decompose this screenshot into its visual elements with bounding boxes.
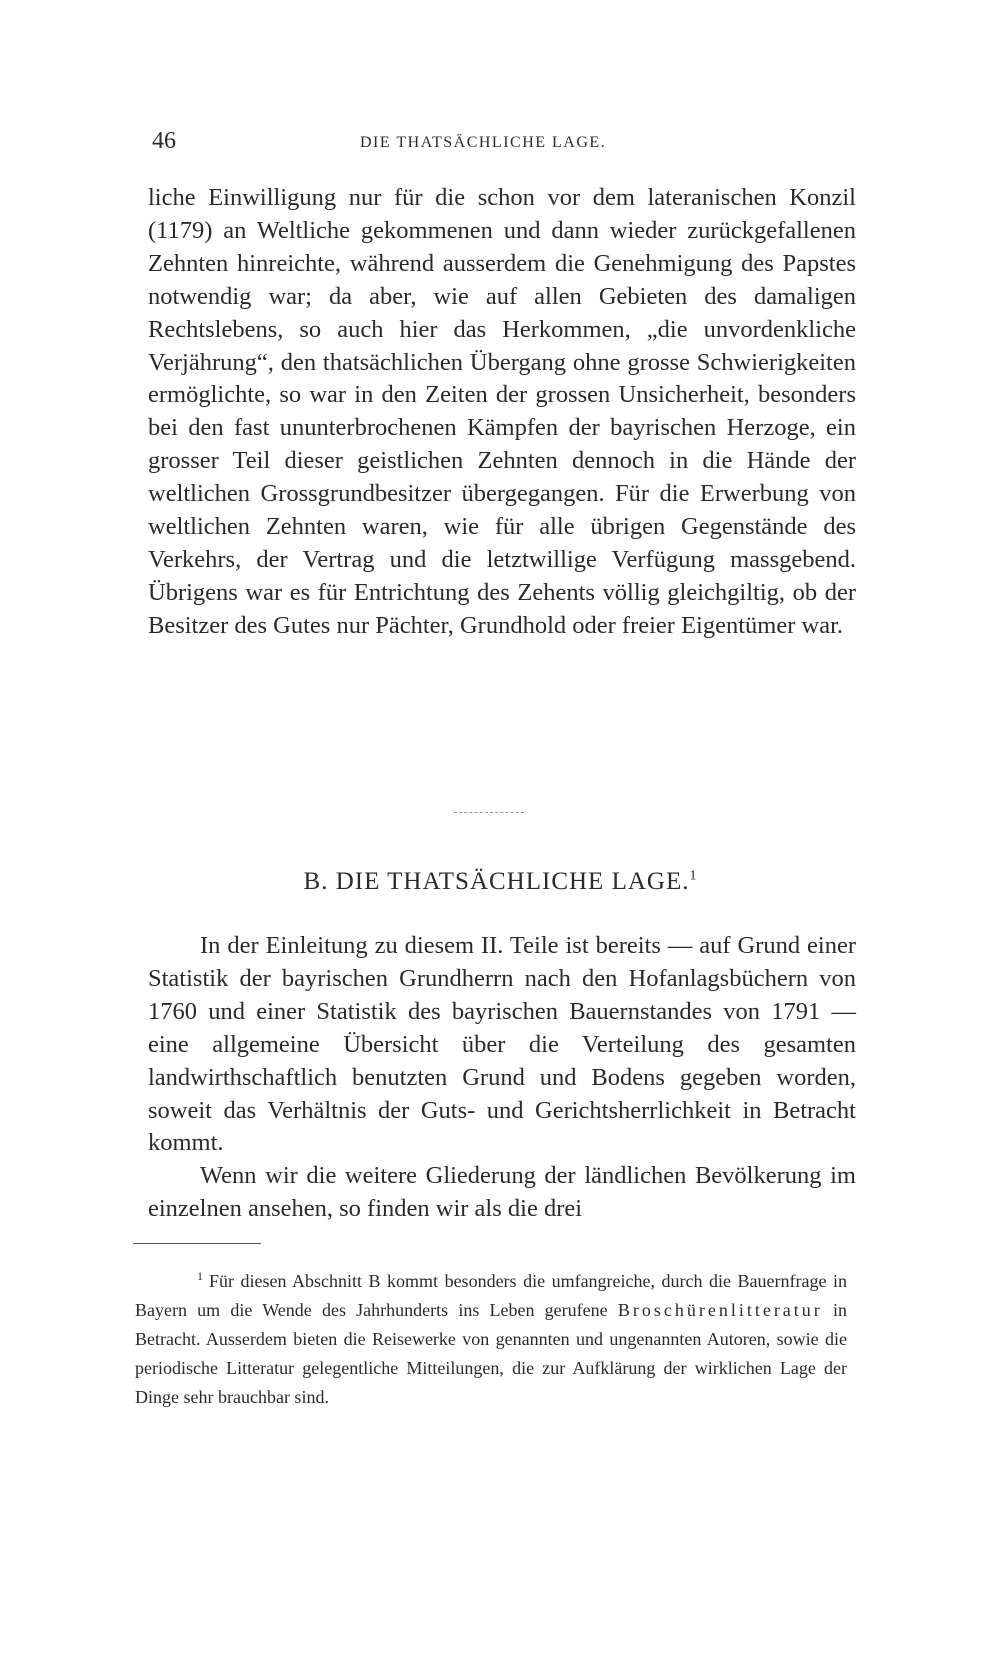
footnote-text-after: in Betracht. Ausserdem bieten die Reisewerke von genannten und ungenannten Autoren, sowie die periodische Litteratur gelegentliche Mitteilungen, die zur Aufklärung der wirklichen Lage der Dinge sehr brauchbar sind. bbox=[135, 1300, 848, 1407]
continuation-paragraph: liche Einwilligung nur für die schon vor dem lateranischen Konzil (1179) an Weltliche gekommenen und dann wieder zurückgefallenen Zehnten hinreichte, während ausserdem die Genehmigung des Papstes notwendig war; da aber, wie auf allen Gebieten des damaligen Rechtslebens, so auch hier das Herkommen, „die unvordenkliche Verjährung“, den thatsächlichen Übergang ohne grosse Schwierigkeiten ermöglichte, so war in den Zeiten der grossen Unsicherheit, besonders bei den fast ununterbrochenen Kämpfen der bayrischen Herzoge, ein grosser Teil dieser geistlichen Zehnten dennoch in die Hände der weltlichen Grossgrundbesitzer übergegangen. Für die Erwerbung von weltlichen Zehnten waren, wie für alle übrigen Gegenstände des Verkehrs, der Vertrag und die letztwillige Verfügung massgebend. Übrigens war es für Entrichtung des Zehents völlig gleichgiltig, ob der Besitzer des Gutes nur Pächter, Grundhold oder freier Eigentümer war. bbox=[148, 184, 856, 639]
section-body bbox=[148, 930, 856, 1226]
section-heading-text: B. DIE THATSÄCHLICHE LAGE. bbox=[303, 868, 690, 895]
page-header bbox=[152, 128, 852, 158]
section-divider bbox=[454, 812, 524, 815]
continuation-text bbox=[148, 182, 856, 643]
section-paragraph-1: In der Einleitung zu diesem II. Teile ist bereits — auf Grund einer Statistik der bayrischen Grundherrn nach den Hofanlagsbüchern von 1760 und einer Statistik des bayrischen Bauernstandes von 1791 — eine allgemeine Übersicht über die Verteilung des gesamten landwirthschaftlich benutzten Grund und Bodens gegeben worden, soweit das Verhältnis der Guts- und Gerichtsherrlichkeit in Betracht kommt. bbox=[148, 932, 856, 1157]
section-paragraph-2: Wenn wir die weitere Gliederung der ländlichen Bevölkerung im einzelnen ansehen, so finden wir als die drei bbox=[148, 1162, 856, 1223]
page-number: 46 bbox=[152, 128, 176, 154]
footnote-text-before: Für diesen Abschnitt B kommt besonders die umfangreiche, durch die Bauernfrage in Bayern um die Wende des Jahrhunderts ins Leben gerufene bbox=[135, 1271, 847, 1320]
running-head: DIE THATSÄCHLICHE LAGE. bbox=[360, 134, 607, 151]
section-footnote-marker: 1 bbox=[689, 868, 697, 884]
section-heading bbox=[0, 868, 1000, 896]
footnote bbox=[135, 1262, 847, 1412]
footnote-spaced-term: Broschürenlitteratur bbox=[617, 1300, 823, 1320]
footnote-marker: 1 bbox=[197, 1269, 203, 1283]
footnote-rule bbox=[133, 1243, 261, 1244]
